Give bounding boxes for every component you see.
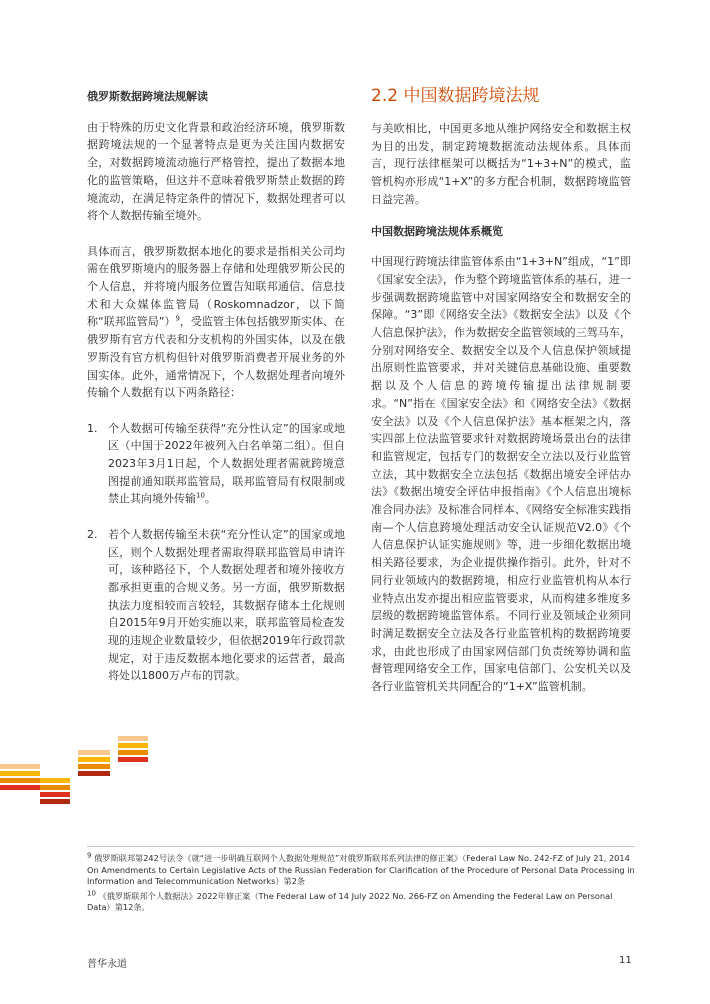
footnote-divider xyxy=(87,846,635,847)
stripe xyxy=(78,764,110,769)
list-spacer xyxy=(87,508,345,526)
russia-intro-paragraph: 由于特殊的历史文化背景和政治经济环境，俄罗斯数据跨境法规的一个显著特点是更为关注国内数据安全，对数据跨境流动施行严格管控，提出了数据本地化的监管策略，但这并不意味着俄罗斯禁止数据的跨境流动，在满足特定条件的情况下，数据处理者可以将个人数据传输至境外。 xyxy=(87,120,345,223)
stripe xyxy=(78,750,110,755)
list-item xyxy=(87,526,345,685)
stripe xyxy=(118,750,148,755)
russia-section-heading: 俄罗斯数据跨境法规解读 xyxy=(87,90,208,103)
china-intro-paragraph: 与美欧相比，中国更多地从维护网络安全和数据主权为目的出发，制定跨境数据流动法规体系。具体而言，现行法律框架可以概括为“1+3+N”的模式，监管机构亦形成“1+X”的多方配合机制，数据跨境监管日益完善。 xyxy=(371,122,631,206)
section-title: 2.2 中国数据跨境法规 xyxy=(371,86,540,106)
footnote-ref-9: 9 xyxy=(175,314,180,323)
stripe xyxy=(78,771,110,776)
stripe xyxy=(118,743,148,748)
footnote-text: 俄罗斯联邦第242号法令《就“进一步明确互联网个人数据处理规范”对俄罗斯联邦系列法律的修正案》（Federal Law No. 242-FZ of July 21, 2014 On Amendments to Certain Legislative Acts of the Russian Federation for Clarification of the Procedure of Personal Data Processing in Information and Telecommunication Networks）第2条 xyxy=(87,853,635,887)
stripe xyxy=(40,792,70,797)
footnote-10 xyxy=(87,891,635,914)
stripe xyxy=(40,799,70,804)
stripe xyxy=(40,785,70,790)
russia-localization-paragraph xyxy=(87,243,345,402)
stripe xyxy=(40,778,70,783)
stripe xyxy=(0,764,40,769)
left-column xyxy=(87,88,345,685)
footnote-text: 《俄罗斯联邦个人数据法》2022年修正案（The Federal Law of 14 July 2022 No. 266-FZ on Amending the Federal Law on Personal Data）第12条。 xyxy=(87,890,613,913)
stripe xyxy=(0,778,40,783)
china-framework-paragraph: 中国现行跨境法律监管体系由“1+3+N”组成，“1”即《国家安全法》，作为整个跨境监管体系的基石，进一步强调数据跨境监管中对国家网络安全和数据安全的保障。“3”即《网络安全法》《数据安全法》以及《个人信息保护法》，作为数据安全监管领域的三驾马车，分别对网络安全、数据安全以及个人信息保护领域提出原则性监管要求，并对关键信息基础设施、重要数据以及个人信息的跨境传输提出法律规制要求。“N”指在《国家安全法》和《网络安全法》《数据安全法》以及《个人信息保护法》基本框架之内，落实四部上位法监管要求针对数据跨境场景出台的法律和监管规定，包括专门的数据安全立法以及行业监管立法，其中数据安全立法包括《数据出境安全评估办法》《数据出境安全评估申报指南》《个人信息出境标准合同办法》及标准合同样本、《网络安全标准实践指南—个人信息跨境处理活动安全认证规范V2.0》《个人信息保护认证实施规则》等，进一步细化数据出境相关路径要求，为企业提供操作指引。此外，针对不同行业领域内的数据跨境，相应行业监管机构从本行业特点出发亦提出相应监管要求，从而构建多维度多层级的数据跨境监管体系。不同行业及领域企业须同时满足数据安全立法及各行业监管机构的数据跨境要求，由此也形成了由国家网信部门负责统筹协调和监督管理网络安全工作，国家电信部门、公安机关以及各行业监管机关共同配合的“1+X”监管机制。 xyxy=(371,255,631,694)
stripe xyxy=(118,736,148,741)
footer-brand: 普华永道 xyxy=(87,959,127,970)
page-number: 11 xyxy=(619,955,632,966)
footnotes xyxy=(87,853,635,917)
china-subheading: 中国数据跨境法规体系概览 xyxy=(371,224,503,238)
list-item xyxy=(87,420,345,509)
footnote-number: 9 xyxy=(87,851,92,860)
footnote-number: 10 xyxy=(87,889,96,898)
stripe xyxy=(78,757,110,762)
list-text: 若个人数据传输至未获“充分性认定”的国家或地区，则个人数据处理者需取得联邦监管局申请许可，该种路径下，个人数据处理者和境外接收方都承担更重的合规义务。另一方面，俄罗斯数据执法力度相较而言较轻，其数据存储本土化规则自2015年9月开始实施以来，联邦监管局检查发现的违规企业数量较少，但依据2019年行政罚款规定，对于违反数据本地化要求的运营者，最高将处以1800万卢布的罚款。 xyxy=(108,527,345,683)
localization-text: 具体而言，俄罗斯数据本地化的要求是指相关公司均需在俄罗斯境内的服务器上存储和处理俄罗斯公民的个人信息，并将境内服务位置告知联邦通信、信息技术和大众媒体监管局（Roskomnadzor，以下简称“联邦监管局”） xyxy=(87,244,345,329)
footnote-ref-10: 10 xyxy=(196,491,205,500)
transfer-paths-list xyxy=(87,420,345,686)
right-column xyxy=(371,84,631,696)
list-text: 个人数据可传输至获得“充分性认定”的国家或地区（中国于2022年被列入白名单第二组）。但自2023年3月1日起，个人数据处理者需就跨境意图提前通知联邦监管局，联邦监管局有权限制或禁止其向境外传输 xyxy=(108,421,345,506)
stripe xyxy=(0,771,40,776)
list-number: 1. xyxy=(87,421,98,435)
list-tail: 。 xyxy=(204,492,216,506)
stripe xyxy=(118,757,148,762)
list-number: 2. xyxy=(87,527,98,541)
localization-text-cont: ，受监管主体包括俄罗斯实体、在俄罗斯有官方代表和分支机构的外国实体，以及在俄罗斯没有官方机构但针对俄罗斯消费者开展业务的外国实体。此外，通常情况下，个人数据处理者向境外传输个人数据有以下两条路径： xyxy=(87,315,345,400)
decorative-stripes xyxy=(0,736,170,806)
footnote-9 xyxy=(87,853,635,888)
stripe xyxy=(0,785,40,790)
